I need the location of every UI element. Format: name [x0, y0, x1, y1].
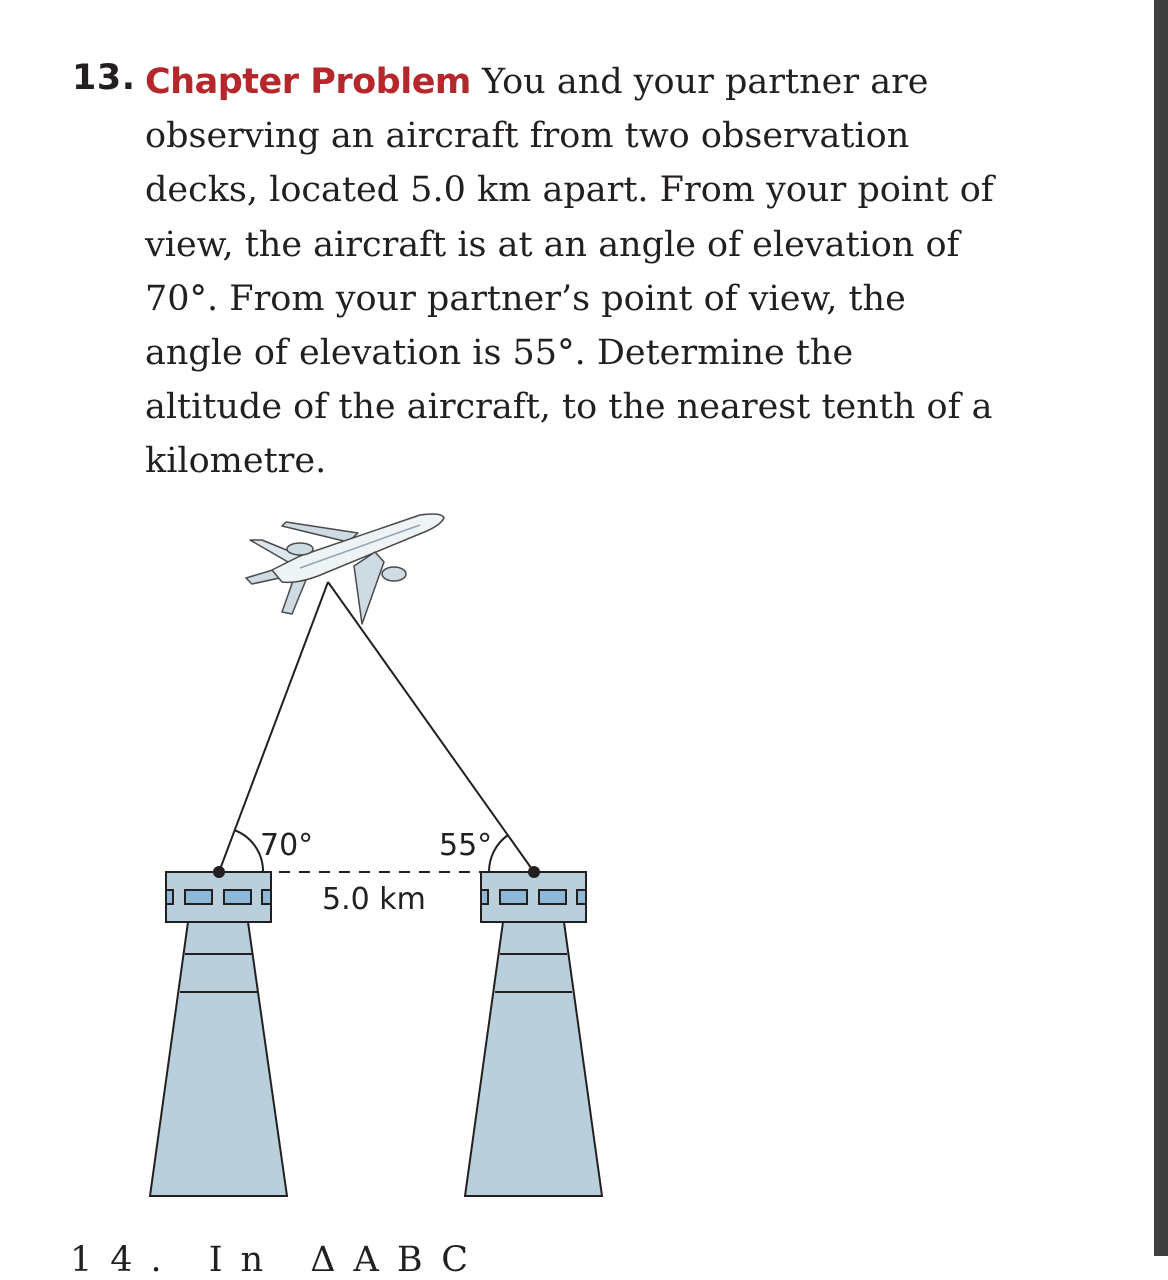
problem-heading: Chapter Problem	[145, 62, 471, 102]
distance-label: 5.0 km	[322, 882, 426, 917]
observer-point-right	[528, 866, 540, 878]
left-observation-tower	[150, 872, 287, 1196]
angle-label-left: 70°	[260, 828, 314, 863]
left-angle-arc	[234, 830, 263, 872]
problem-number: 13.	[72, 58, 136, 98]
right-sight-line	[328, 582, 534, 872]
problem-body: You and your partner are observing an aircraft from two observation decks, located 5.0 km apart. From your point of view, the aircraft is at an angle of elevation of 70°. From your partner’s point of view, the angle of elevation is 55°. Determine the altitude of the aircraft, to the nearest tenth of a kilometre.	[145, 62, 994, 482]
right-observation-tower	[465, 872, 602, 1196]
angle-label-right: 55°	[439, 828, 493, 863]
observer-point-left	[213, 866, 225, 878]
next-problem-cut-off: 14. In ΔABC	[70, 1240, 486, 1280]
page-edge-shadow	[1154, 0, 1168, 1256]
